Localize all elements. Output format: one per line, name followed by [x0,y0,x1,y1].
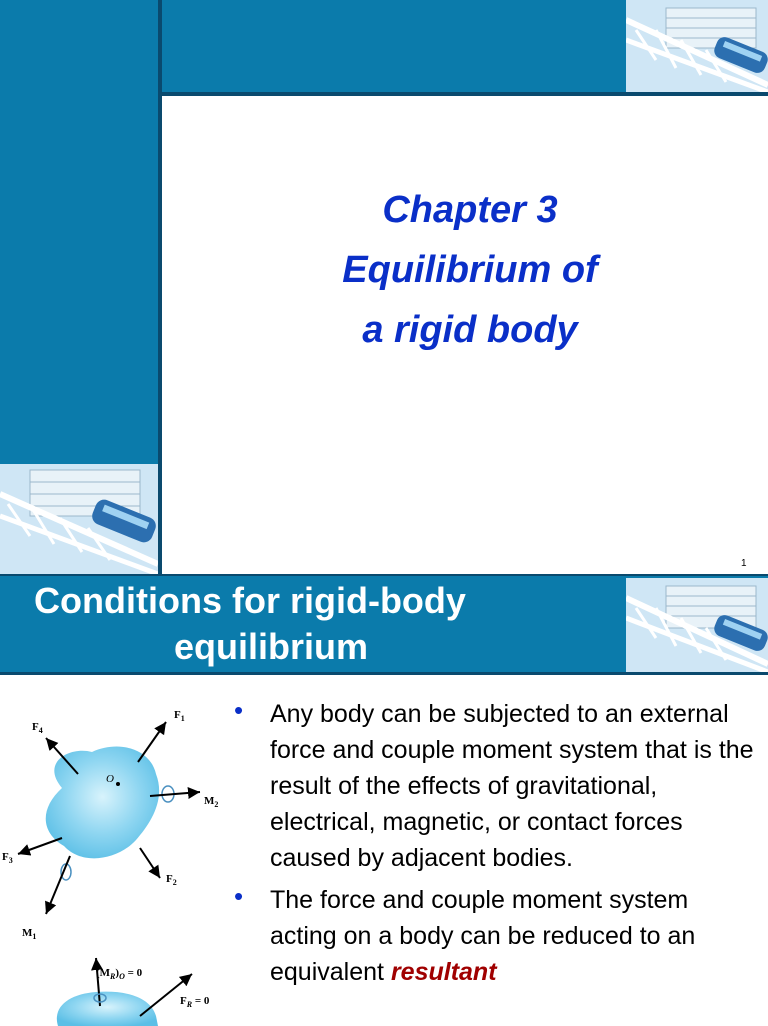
emphasis-text: resultant [390,958,497,986]
building-photo-icon [626,0,768,92]
svg-text:M2: $M_2$ [204,795,219,809]
slide-2 [0,574,768,1026]
point-o-label: O [106,773,114,785]
svg-text:F2: $F_2$ [166,873,177,887]
list-item [234,696,754,876]
force-f2-arrow [140,848,160,878]
slide-title [260,180,680,360]
force-f1-arrow [138,722,166,762]
title-line: Equilibrium of [342,249,598,291]
slide-title [0,578,600,670]
svg-text:F3: $F_3$ [2,851,13,865]
rigid-body-shape [57,992,158,1026]
rigid-body-shape [46,747,159,859]
svg-text:F4: $F_4$ [32,721,43,735]
title-line: Conditions for rigid-body [34,580,466,621]
bullet-dot-icon: • [234,695,244,725]
title-line: a rigid body [362,309,578,351]
list-item [234,882,754,990]
free-body-diagram [0,676,230,1026]
force-f3-arrow [18,838,62,854]
bullet-list [234,696,754,996]
bullet-dot-icon: • [234,881,244,911]
bullet-text: The force and couple moment system acting on a body can be reduced to an equivalent [270,886,696,986]
title-line: Chapter 3 [382,189,558,231]
svg-text:F1: $F_1$ [174,709,185,723]
building-photo-icon [626,578,768,672]
page-number: 1 [741,558,747,569]
svg-text:(MR)O = 0: $(M_R)_O = 0$ [96,967,143,981]
svg-text:M1: $M_1$ [22,927,37,941]
svg-text:FR = 0: $F_R = 0$ [180,995,210,1009]
bullet-text: Any body can be subjected to an external force and couple moment system that is the result of the effects of gravitational, electrical, magnetic, or contact forces caused by adjacent bodies. [270,700,754,872]
title-line: equilibrium [174,626,369,667]
building-photo-icon [0,464,158,574]
